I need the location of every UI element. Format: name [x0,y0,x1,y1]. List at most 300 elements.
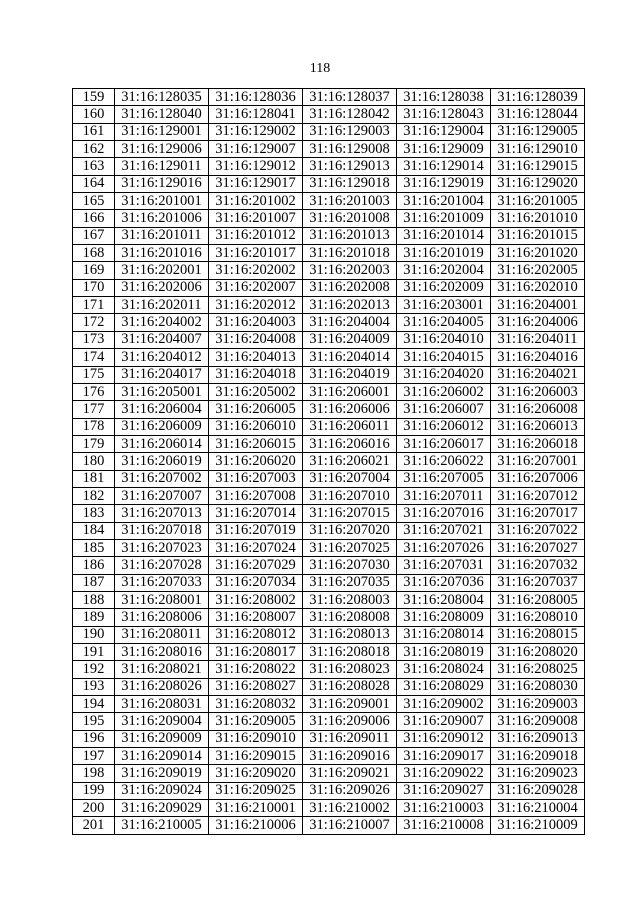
table-row [73,314,585,331]
table-row [73,383,585,400]
cadastral-id-cell: 31:16:209023 [491,765,585,782]
table-row [73,106,585,123]
cadastral-id-cell: 31:16:206016 [303,435,397,452]
cadastral-id-cell: 31:16:204019 [303,366,397,383]
cadastral-id-cell: 31:16:209006 [303,713,397,730]
cadastral-id-cell: 31:16:207018 [115,522,209,539]
row-number-cell: 179 [73,435,115,452]
cadastral-id-cell: 31:16:204009 [303,331,397,348]
cadastral-id-cell: 31:16:208004 [397,591,491,608]
cadastral-id-cell: 31:16:204006 [491,314,585,331]
cadastral-id-cell: 31:16:207025 [303,539,397,556]
cadastral-id-cell: 31:16:207028 [115,557,209,574]
cadastral-id-cell: 31:16:208002 [209,591,303,608]
cadastral-id-cell: 31:16:207021 [397,522,491,539]
table-row [73,522,585,539]
cadastral-id-cell: 31:16:204011 [491,331,585,348]
cadastral-id-cell: 31:16:206004 [115,401,209,418]
row-number-cell: 191 [73,644,115,661]
cadastral-id-cell: 31:16:210006 [209,817,303,834]
cadastral-id-cell: 31:16:207013 [115,505,209,522]
cadastral-id-cell: 31:16:208008 [303,609,397,626]
table-row [73,401,585,418]
row-number-cell: 189 [73,609,115,626]
cadastral-id-cell: 31:16:207022 [491,522,585,539]
table-row [73,696,585,713]
cadastral-id-cell: 31:16:201001 [115,193,209,210]
row-number-cell: 177 [73,401,115,418]
cadastral-id-cell: 31:16:208029 [397,678,491,695]
cadastral-id-cell: 31:16:201019 [397,245,491,262]
cadastral-id-cell: 31:16:207006 [491,470,585,487]
cadastral-id-cell: 31:16:209007 [397,713,491,730]
table-row [73,539,585,556]
cadastral-id-cell: 31:16:128041 [209,106,303,123]
cadastral-id-cell: 31:16:207037 [491,574,585,591]
table-row [73,730,585,747]
cadastral-id-cell: 31:16:128035 [115,89,209,106]
row-number-cell: 163 [73,158,115,175]
cadastral-id-cell: 31:16:201013 [303,227,397,244]
cadastral-id-cell: 31:16:204020 [397,366,491,383]
table-row [73,175,585,192]
cadastral-id-cell: 31:16:206008 [491,401,585,418]
cadastral-id-cell: 31:16:207036 [397,574,491,591]
cadastral-id-cell: 31:16:202001 [115,262,209,279]
cadastral-id-cell: 31:16:208023 [303,661,397,678]
cadastral-id-cell: 31:16:210002 [303,800,397,817]
cadastral-id-cell: 31:16:207035 [303,574,397,591]
cadastral-id-cell: 31:16:206022 [397,453,491,470]
cadastral-id-cell: 31:16:128038 [397,89,491,106]
cadastral-id-cell: 31:16:201018 [303,245,397,262]
cadastral-id-cell: 31:16:208018 [303,644,397,661]
table-row [73,89,585,106]
table-row [73,626,585,643]
cadastral-id-cell: 31:16:129012 [209,158,303,175]
row-number-cell: 180 [73,453,115,470]
cadastral-id-cell: 31:16:208001 [115,591,209,608]
cadastral-id-cell: 31:16:206010 [209,418,303,435]
row-number-cell: 172 [73,314,115,331]
cadastral-id-cell: 31:16:129005 [491,123,585,140]
cadastral-id-cell: 31:16:210008 [397,817,491,834]
cadastral-id-cell: 31:16:208032 [209,696,303,713]
cadastral-id-cell: 31:16:207020 [303,522,397,539]
cadastral-id-cell: 31:16:202010 [491,279,585,296]
table-row [73,349,585,366]
cadastral-id-cell: 31:16:202002 [209,262,303,279]
cadastral-id-cell: 31:16:201020 [491,245,585,262]
row-number-cell: 196 [73,730,115,747]
cadastral-id-cell: 31:16:129018 [303,175,397,192]
cadastral-id-cell: 31:16:209013 [491,730,585,747]
cadastral-id-cell: 31:16:129007 [209,141,303,158]
cadastral-id-cell: 31:16:129017 [209,175,303,192]
row-number-cell: 185 [73,539,115,556]
cadastral-id-cell: 31:16:206015 [209,435,303,452]
row-number-cell: 193 [73,678,115,695]
row-number-cell: 165 [73,193,115,210]
row-number-cell: 162 [73,141,115,158]
cadastral-id-cell: 31:16:209021 [303,765,397,782]
table-row [73,279,585,296]
table-row [73,505,585,522]
table-row [73,644,585,661]
row-number-cell: 167 [73,227,115,244]
cadastral-id-cell: 31:16:207005 [397,470,491,487]
cadastral-id-cell: 31:16:207030 [303,557,397,574]
cadastral-id-cell: 31:16:128040 [115,106,209,123]
cadastral-id-cell: 31:16:209022 [397,765,491,782]
cadastral-id-cell: 31:16:204017 [115,366,209,383]
row-number-cell: 166 [73,210,115,227]
row-number-cell: 164 [73,175,115,192]
cadastral-id-cell: 31:16:206020 [209,453,303,470]
cadastral-id-cell: 31:16:208015 [491,626,585,643]
cadastral-id-cell: 31:16:208024 [397,661,491,678]
table-body [73,89,585,835]
cadastral-id-cell: 31:16:204012 [115,349,209,366]
table-row [73,817,585,834]
cadastral-id-cell: 31:16:207015 [303,505,397,522]
cadastral-id-cell: 31:16:129006 [115,141,209,158]
cadastral-id-cell: 31:16:209010 [209,730,303,747]
cadastral-id-cell: 31:16:209024 [115,782,209,799]
cadastral-id-cell: 31:16:204005 [397,314,491,331]
row-number-cell: 173 [73,331,115,348]
row-number-cell: 171 [73,297,115,314]
cadastral-id-cell: 31:16:209018 [491,748,585,765]
cadastral-id-cell: 31:16:201003 [303,193,397,210]
row-number-cell: 182 [73,487,115,504]
table-row [73,158,585,175]
cadastral-id-cell: 31:16:208026 [115,678,209,695]
cadastral-id-cell: 31:16:202003 [303,262,397,279]
cadastral-id-cell: 31:16:206005 [209,401,303,418]
cadastral-id-cell: 31:16:206009 [115,418,209,435]
cadastral-id-cell: 31:16:203001 [397,297,491,314]
cadastral-id-cell: 31:16:201007 [209,210,303,227]
cadastral-id-cell: 31:16:208010 [491,609,585,626]
cadastral-id-cell: 31:16:204002 [115,314,209,331]
cadastral-id-cell: 31:16:202012 [209,297,303,314]
cadastral-id-cell: 31:16:129010 [491,141,585,158]
cadastral-id-cell: 31:16:204013 [209,349,303,366]
cadastral-id-cell: 31:16:208027 [209,678,303,695]
cadastral-id-cell: 31:16:207017 [491,505,585,522]
row-number-cell: 174 [73,349,115,366]
table-row [73,470,585,487]
cadastral-id-cell: 31:16:204010 [397,331,491,348]
cadastral-id-cell: 31:16:204021 [491,366,585,383]
cadastral-id-cell: 31:16:209004 [115,713,209,730]
cadastral-id-cell: 31:16:207034 [209,574,303,591]
cadastral-id-cell: 31:16:207033 [115,574,209,591]
cadastral-id-cell: 31:16:209011 [303,730,397,747]
row-number-cell: 160 [73,106,115,123]
cadastral-id-cell: 31:16:208009 [397,609,491,626]
cadastral-id-cell: 31:16:207008 [209,487,303,504]
cadastral-id-cell: 31:16:208005 [491,591,585,608]
table-row [73,661,585,678]
row-number-cell: 197 [73,748,115,765]
cadastral-id-cell: 31:16:204007 [115,331,209,348]
cadastral-id-cell: 31:16:209029 [115,800,209,817]
cadastral-id-cell: 31:16:207014 [209,505,303,522]
table-row [73,435,585,452]
cadastral-id-cell: 31:16:204008 [209,331,303,348]
cadastral-id-cell: 31:16:208006 [115,609,209,626]
cadastral-id-cell: 31:16:208020 [491,644,585,661]
cadastral-id-cell: 31:16:209017 [397,748,491,765]
cadastral-id-cell: 31:16:209003 [491,696,585,713]
table-row [73,297,585,314]
cadastral-id-cell: 31:16:209005 [209,713,303,730]
cadastral-id-cell: 31:16:201016 [115,245,209,262]
row-number-cell: 178 [73,418,115,435]
cadastral-id-cell: 31:16:210009 [491,817,585,834]
cadastral-id-cell: 31:16:208028 [303,678,397,695]
cadastral-id-cell: 31:16:128037 [303,89,397,106]
cadastral-id-cell: 31:16:208011 [115,626,209,643]
row-number-cell: 198 [73,765,115,782]
cadastral-id-cell: 31:16:128042 [303,106,397,123]
table-row [73,574,585,591]
cadastral-id-cell: 31:16:207016 [397,505,491,522]
cadastral-id-cell: 31:16:205002 [209,383,303,400]
row-number-cell: 184 [73,522,115,539]
row-number-cell: 190 [73,626,115,643]
cadastral-id-cell: 31:16:201009 [397,210,491,227]
row-number-cell: 199 [73,782,115,799]
row-number-cell: 161 [73,123,115,140]
cadastral-id-cell: 31:16:208021 [115,661,209,678]
cadastral-id-cell: 31:16:204001 [491,297,585,314]
cadastral-id-cell: 31:16:206021 [303,453,397,470]
table-row [73,262,585,279]
cadastral-id-cell: 31:16:206002 [397,383,491,400]
cadastral-id-cell: 31:16:207032 [491,557,585,574]
row-number-cell: 195 [73,713,115,730]
cadastral-id-cell: 31:16:201008 [303,210,397,227]
cadastral-id-cell: 31:16:128039 [491,89,585,106]
cadastral-id-cell: 31:16:209008 [491,713,585,730]
cadastral-id-cell: 31:16:208014 [397,626,491,643]
table-row [73,227,585,244]
cadastral-id-cell: 31:16:201002 [209,193,303,210]
table-row [73,245,585,262]
table-row [73,713,585,730]
cadastral-id-cell: 31:16:129003 [303,123,397,140]
table-row [73,800,585,817]
cadastral-id-cell: 31:16:209014 [115,748,209,765]
table-row [73,366,585,383]
table-row [73,487,585,504]
cadastral-id-cell: 31:16:208007 [209,609,303,626]
row-number-cell: 170 [73,279,115,296]
cadastral-id-cell: 31:16:129016 [115,175,209,192]
cadastral-id-cell: 31:16:129019 [397,175,491,192]
cadastral-id-cell: 31:16:209020 [209,765,303,782]
cadastral-id-cell: 31:16:208013 [303,626,397,643]
cadastral-id-cell: 31:16:207002 [115,470,209,487]
cadastral-id-cell: 31:16:129008 [303,141,397,158]
table-row [73,591,585,608]
cadastral-id-cell: 31:16:202009 [397,279,491,296]
cadastral-id-cell: 31:16:206014 [115,435,209,452]
table-row [73,557,585,574]
cadastral-id-cell: 31:16:207019 [209,522,303,539]
cadastral-id-cell: 31:16:201015 [491,227,585,244]
row-number-cell: 192 [73,661,115,678]
cadastral-id-cell: 31:16:205001 [115,383,209,400]
cadastral-id-cell: 31:16:208016 [115,644,209,661]
cadastral-id-cell: 31:16:209001 [303,696,397,713]
cadastral-id-cell: 31:16:207023 [115,539,209,556]
cadastral-id-cell: 31:16:208022 [209,661,303,678]
table-row [73,418,585,435]
row-number-cell: 181 [73,470,115,487]
cadastral-id-cell: 31:16:202005 [491,262,585,279]
cadastral-id-cell: 31:16:202013 [303,297,397,314]
cadastral-id-cell: 31:16:206007 [397,401,491,418]
cadastral-id-cell: 31:16:129020 [491,175,585,192]
cadastral-id-cell: 31:16:201012 [209,227,303,244]
cadastral-id-cell: 31:16:129013 [303,158,397,175]
cadastral-id-cell: 31:16:201010 [491,210,585,227]
row-number-cell: 183 [73,505,115,522]
cadastral-id-cell: 31:16:206006 [303,401,397,418]
cadastral-id-cell: 31:16:202008 [303,279,397,296]
table-row [73,123,585,140]
cadastral-id-cell: 31:16:206011 [303,418,397,435]
cadastral-id-cell: 31:16:208025 [491,661,585,678]
cadastral-id-cell: 31:16:210005 [115,817,209,834]
cadastral-id-cell: 31:16:204004 [303,314,397,331]
cadastral-id-cell: 31:16:206003 [491,383,585,400]
table-row [73,748,585,765]
cadastral-id-cell: 31:16:207024 [209,539,303,556]
cadastral-id-cell: 31:16:204003 [209,314,303,331]
cadastral-id-cell: 31:16:201017 [209,245,303,262]
cadastral-id-cell: 31:16:207026 [397,539,491,556]
cadastral-id-cell: 31:16:204016 [491,349,585,366]
cadastral-id-cell: 31:16:210004 [491,800,585,817]
cadastral-id-cell: 31:16:209016 [303,748,397,765]
table-row [73,609,585,626]
table-row [73,141,585,158]
table-row [73,210,585,227]
cadastral-id-cell: 31:16:201005 [491,193,585,210]
cadastral-id-cell: 31:16:208031 [115,696,209,713]
cadastral-id-cell: 31:16:206013 [491,418,585,435]
cadastral-id-cell: 31:16:209002 [397,696,491,713]
cadastral-id-cell: 31:16:207011 [397,487,491,504]
table-row [73,765,585,782]
cadastral-id-cell: 31:16:129002 [209,123,303,140]
cadastral-id-cell: 31:16:128036 [209,89,303,106]
cadastral-id-cell: 31:16:207012 [491,487,585,504]
cadastral-id-cell: 31:16:207031 [397,557,491,574]
cadastral-id-cell: 31:16:129009 [397,141,491,158]
row-number-cell: 200 [73,800,115,817]
cadastral-id-cell: 31:16:204018 [209,366,303,383]
cadastral-id-cell: 31:16:207004 [303,470,397,487]
cadastral-id-cell: 31:16:201006 [115,210,209,227]
row-number-cell: 159 [73,89,115,106]
cadastral-id-cell: 31:16:207029 [209,557,303,574]
cadastral-id-cell: 31:16:206012 [397,418,491,435]
cadastral-id-cell: 31:16:210007 [303,817,397,834]
cadastral-id-cell: 31:16:208017 [209,644,303,661]
table-row [73,331,585,348]
row-number-cell: 176 [73,383,115,400]
cadastral-id-cell: 31:16:129011 [115,158,209,175]
cadastral-id-cell: 31:16:129014 [397,158,491,175]
cadastral-id-cell: 31:16:206001 [303,383,397,400]
cadastral-id-cell: 31:16:209012 [397,730,491,747]
cadastral-id-cell: 31:16:208019 [397,644,491,661]
row-number-cell: 187 [73,574,115,591]
cadastral-id-cell: 31:16:206019 [115,453,209,470]
cadastral-id-cell: 31:16:207010 [303,487,397,504]
cadastral-id-cell: 31:16:208012 [209,626,303,643]
cadastral-id-cell: 31:16:208030 [491,678,585,695]
cadastral-id-cell: 31:16:208003 [303,591,397,608]
cadastral-id-cell: 31:16:209027 [397,782,491,799]
row-number-cell: 186 [73,557,115,574]
cadastral-id-cell: 31:16:206018 [491,435,585,452]
table-row [73,453,585,470]
row-number-cell: 175 [73,366,115,383]
cadastral-id-cell: 31:16:209026 [303,782,397,799]
cadastral-id-cell: 31:16:207001 [491,453,585,470]
cadastral-id-cell: 31:16:201011 [115,227,209,244]
cadastral-id-cell: 31:16:202004 [397,262,491,279]
cadastral-id-cell: 31:16:209009 [115,730,209,747]
cadastral-id-cell: 31:16:129015 [491,158,585,175]
cadastral-id-cell: 31:16:204015 [397,349,491,366]
table-row [73,782,585,799]
row-number-cell: 201 [73,817,115,834]
cadastral-id-cell: 31:16:128044 [491,106,585,123]
cadastral-id-cell: 31:16:129004 [397,123,491,140]
cadastral-id-cell: 31:16:204014 [303,349,397,366]
page-number: 118 [309,61,331,76]
row-number-cell: 194 [73,696,115,713]
cadastral-id-cell: 31:16:202006 [115,279,209,296]
table-row [73,678,585,695]
cadastral-id-cell: 31:16:209028 [491,782,585,799]
cadastral-id-cell: 31:16:202011 [115,297,209,314]
cadastral-id-cell: 31:16:207003 [209,470,303,487]
cadastral-id-cell: 31:16:210001 [209,800,303,817]
cadastral-id-cell: 31:16:128043 [397,106,491,123]
cadastral-id-cell: 31:16:206017 [397,435,491,452]
cadastral-id-cell: 31:16:201014 [397,227,491,244]
cadastral-id-cell: 31:16:129001 [115,123,209,140]
row-number-cell: 168 [73,245,115,262]
cadastral-table [72,88,585,835]
cadastral-id-cell: 31:16:209015 [209,748,303,765]
cadastral-id-cell: 31:16:202007 [209,279,303,296]
cadastral-id-cell: 31:16:201004 [397,193,491,210]
cadastral-id-cell: 31:16:207007 [115,487,209,504]
table-row [73,193,585,210]
cadastral-id-cell: 31:16:209025 [209,782,303,799]
cadastral-id-cell: 31:16:207027 [491,539,585,556]
